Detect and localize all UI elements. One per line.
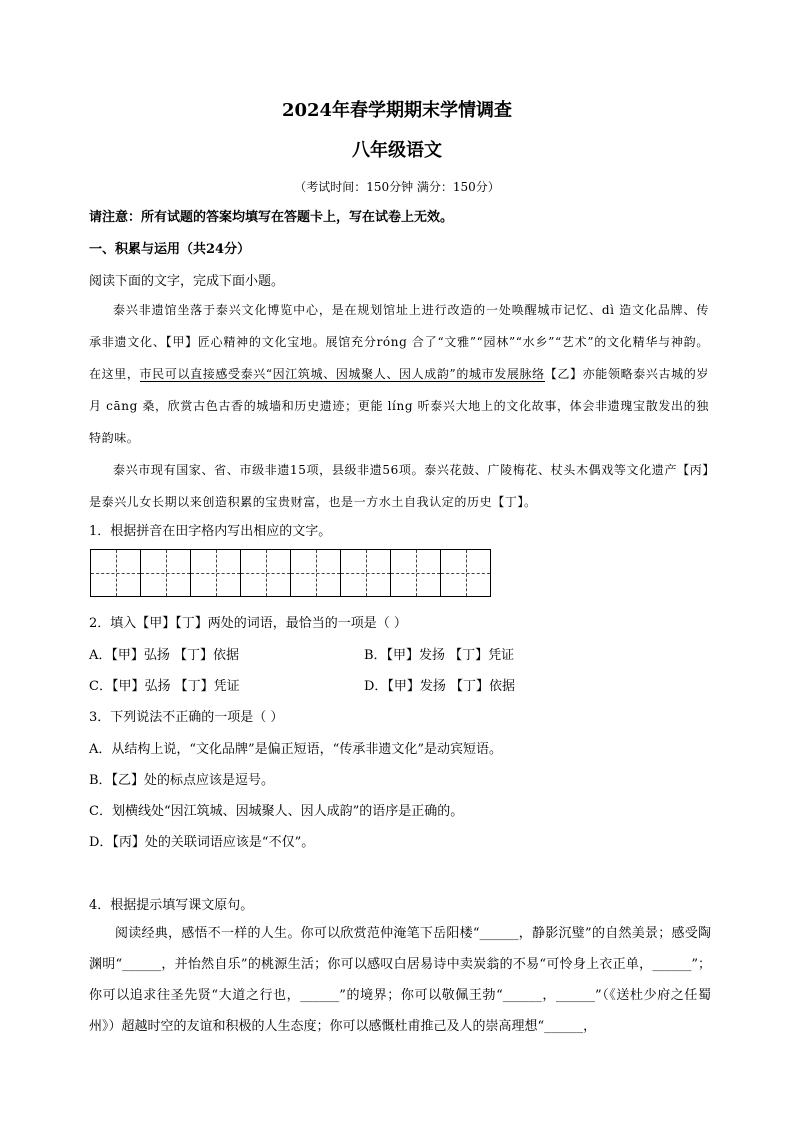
q3-option-b: B．【乙】处的标点应该是逗号。: [89, 773, 275, 788]
q2-option-d: D．【甲】发扬 【丁】依据: [364, 679, 516, 694]
grid-cell[interactable]: [240, 549, 291, 597]
question-2: 2．填入【甲】【丁】两处的词语，最恰当的一项是（ ）: [89, 616, 407, 631]
grid-cell[interactable]: [190, 549, 241, 597]
passage-text: 泰兴非遗馆坐落于泰兴文化博览中心，是在规划馆址上进行改造的一处唤醒城市记忆、dì 造文化品牌、传承非遗文化、【甲】匠心精神的文化宝地。展馆充分róng 合了“文雅”“园林”“水乡”“艺术”的文化精华与神韵。在这里，: [89, 303, 709, 381]
grid-cell[interactable]: [90, 549, 141, 597]
passage-paragraph-1: [89, 294, 709, 454]
passage-paragraph-2: 泰兴市现有国家、省、市级非遗15项，县级非遗56项。泰兴花鼓、广陵梅花、杖头木偶戏等文化遗产【丙】是泰兴儿女长期以来创造积累的宝贵财富，也是一方水土自我认定的历史【丁】。: [89, 463, 709, 509]
reading-instruction: 阅读下面的文字，完成下面小题。: [89, 274, 285, 289]
question-1: 1．根据拼音在田字格内写出相应的文字。: [89, 524, 332, 539]
underlined-sentence: 市民可以直接感受泰兴“因江筑城、因城聚人、因人成韵”的城市发展脉络: [139, 367, 545, 381]
q3-option-a: A．从结构上说，“文化品牌”是偏正短语，“传承非遗文化”是动宾短语。: [89, 742, 502, 757]
exam-title: 2024年春学期期末学情调查: [281, 100, 513, 121]
section-heading: 一、积累与运用（共24分）: [89, 242, 251, 257]
grid-cell[interactable]: [440, 549, 491, 597]
q2-option-c: C．【甲】弘扬 【丁】凭证: [89, 679, 240, 694]
q4-paragraph: 阅读经典，感悟不一样的人生。你可以欣赏范仲淹笔下岳阳楼“______，静影沉璧”的自然美景；感受陶渊明“______，并怡然自乐”的桃源生活；你可以感叹白居易诗中卖炭翁的不易“可怜身上衣正单，______”；你可以追求往圣先贤“大道之行也，______”的境界；你可以敬佩王勃“______，______”（《送杜少府之任蜀州》）超越时空的友谊和积极的人生态度；你可以感慨杜甫推己及人的崇高理想“______，: [89, 926, 711, 1034]
question-3: 3．下列说法不正确的一项是（ ）: [89, 710, 284, 725]
grid-cell[interactable]: [140, 549, 191, 597]
question-4: 4．根据提示填写课文原句。: [89, 898, 254, 913]
notice: 请注意：所有试题的答案均填写在答题卡上，写在试卷上无效。: [89, 210, 454, 225]
q4-passage: [89, 918, 711, 1042]
q3-option-d: D．【丙】处的关联词语应该是“不仅”。: [89, 835, 315, 850]
passage-text: 【乙】亦能领略泰兴古城的岁月 cāng 桑，欣赏古色古香的城墙和历史遗迹；更能 líng 听泰兴大地上的文化故事，体会非遗瑰宝散发出的独特韵味。: [89, 367, 709, 445]
q2-option-b: B．【甲】发扬 【丁】凭证: [364, 648, 515, 663]
q2-option-a: A．【甲】弘扬 【丁】依据: [89, 648, 240, 663]
reading-passage: [89, 294, 709, 518]
exam-subject: 八年级语文: [352, 140, 442, 161]
grid-cell[interactable]: [340, 549, 391, 597]
q3-option-c: C．划横线处“因江筑城、因城聚人、因人成韵”的语序是正确的。: [89, 804, 464, 819]
exam-info: （考试时间：150分钟 满分：150分）: [294, 180, 500, 194]
grid-cell[interactable]: [390, 549, 441, 597]
grid-cell[interactable]: [290, 549, 341, 597]
tian-zi-grid: [90, 549, 490, 597]
